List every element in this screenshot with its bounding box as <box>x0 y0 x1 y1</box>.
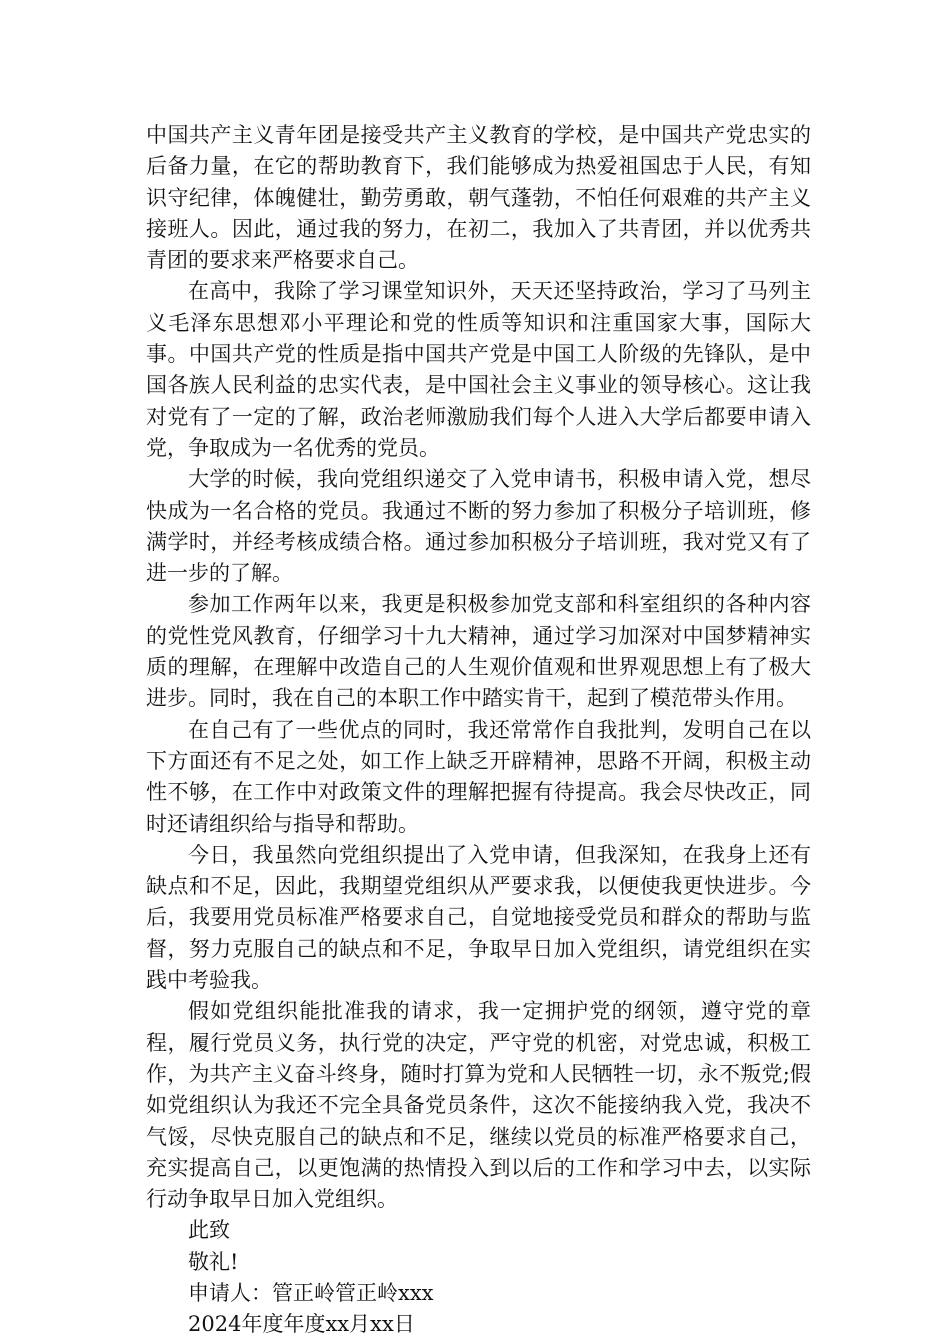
applicant-signature: 申请人：管正岭管正岭xxx <box>188 1280 434 1305</box>
paragraph-5: 在自己有了一些优点的同时，我还常常作自我批判，发明自己在以下方面还有不足之处，如工作上缺乏开辟精神，思路不开阔，积极主动性不够，在工作中对政策文件的理解把握有待提高。我会尽快改正，同时还请组织给与指导和帮助。 <box>146 717 811 836</box>
closing-salutation-2: 敬礼! <box>188 1249 239 1274</box>
paragraph-6: 今日，我虽然向党组织提出了入党申请，但我深知，在我身上还有缺点和不足，因此，我期望党组织从严要求我，以便使我更快进步。今后，我要用党员标准严格要求自己，自觉地接受党员和群众的帮助与监督，努力克服自己的缺点和不足，争取早日加入党组织，请党组织在实践中考验我。 <box>146 842 811 993</box>
closing-salutation-1: 此致 <box>188 1218 230 1243</box>
document-body <box>146 120 811 1341</box>
paragraph-3: 大学的时候，我向党组织递交了入党申请书，积极申请入党，想尽快成为一名合格的党员。我通过不断的努力参加了积极分子培训班，修满学时，并经考核成绩合格。通过参加积极分子培训班，我对党又有了进一步的了解。 <box>146 467 811 586</box>
paragraph-7: 假如党组织能批准我的请求，我一定拥护党的纲领，遵守党的章程，履行党员义务，执行党的决定，严守党的机密，对党忠诚，积极工作，为共产主义奋斗终身，随时打算为党和人民牺牲一切，永不叛党;假如党组织认为我还不完全具备党员条件，这次不能接纳我入党，我决不气馁，尽快克服自己的缺点和不足，继续以党员的标准严格要求自己，充实提高自己，以更饱满的热情投入到以后的工作和学习中去，以实际行动争取早日加入党组织。 <box>146 999 811 1212</box>
paragraph-2: 在高中，我除了学习课堂知识外，天天还坚持政治，学习了马列主义毛泽东思想邓小平理论和党的性质等知识和注重国家大事，国际大事。中国共产党的性质是指中国共产党是中国工人阶级的先锋队，是中国各族人民利益的忠实代表，是中国社会主义事业的领导核心。这让我对党有了一定的了解，政治老师激励我们每个人进入大学后都要申请入党，争取成为一名优秀的党员。 <box>146 279 811 460</box>
paragraph-1: 中国共产主义青年团是接受共产主义教育的学校，是中国共产党忠实的后备力量，在它的帮助教育下，我们能够成为热爱祖国忠于人民，有知识守纪律，体魄健壮，勤劳勇敢，朝气蓬勃，不怕任何艰难的共产主义接班人。因此，通过我的努力，在初二，我加入了共青团，并以优秀共青团的要求来严格要求自己。 <box>146 123 811 273</box>
application-date: 2024年度年度xx月xx日 <box>188 1312 415 1337</box>
paragraph-4: 参加工作两年以来，我更是积极参加党支部和科室组织的各种内容的党性党风教育，仔细学习十九大精神，通过学习加深对中国梦精神实质的理解，在理解中改造自己的人生观价值观和世界观思想上有了极大进步。同时，我在自己的本职工作中踏实肯干，起到了模范带头作用。 <box>146 592 811 711</box>
